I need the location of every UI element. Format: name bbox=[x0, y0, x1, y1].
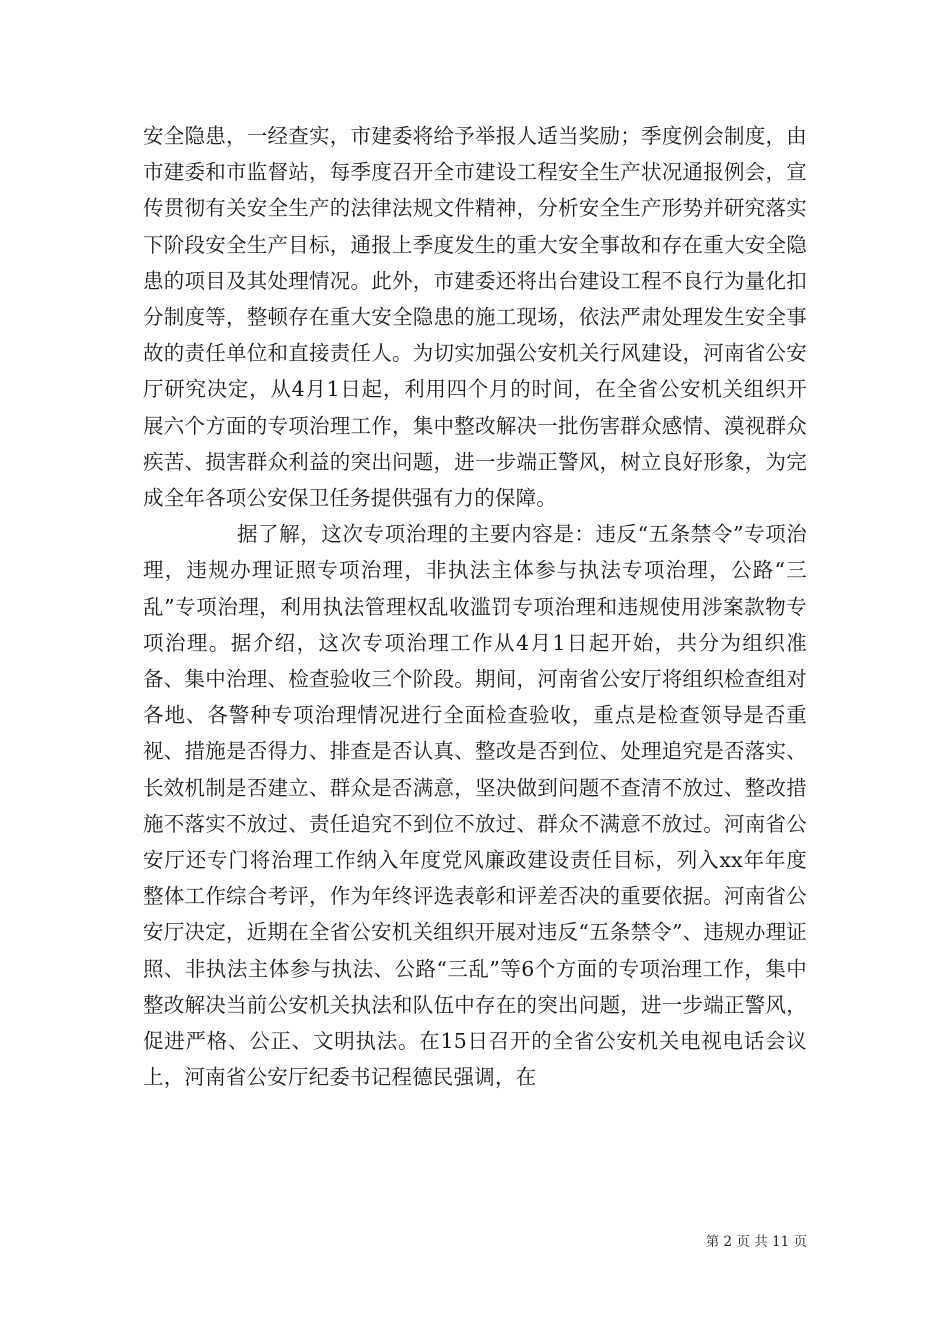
paragraph-1: 安全隐患，一经查实，市建委将给予举报人适当奖励；季度例会制度，由市建委和市监督站，每季度召开全市建设工程安全生产状况通报例会，宣传贯彻有关安全生产的法律法规文件精神，分析安全生产形势并研究落实下阶段安全生产目标，通报上季度发生的重大安全事故和存在重大安全隐患的项目及其处理情况。此外，市建委还将出台建设工程不良行为量化扣分制度等，整顿存在重大安全隐患的施工现场，依法严肃处理发生安全事故的责任单位和直接责任人。为切实加强公安机关行风建设，河南省公安厅研究决定，从4月1日起，利用四个月的时间，在全省公安机关组织开展六个方面的专项治理工作，集中整改解决一批伤害群众感情、漠视群众疾苦、损害群众利益的突出问题，进一步端正警风，树立良好形象，为完成全年各项公安保卫任务提供强有力的保障。 bbox=[143, 124, 807, 511]
document-body bbox=[143, 118, 807, 1095]
paragraph-2: 据了解，这次专项治理的主要内容是：违反“五条禁令”专项治理，违规办理证照专项治理，非执法主体参与执法专项治理，公路“三乱”专项治理，利用执法管理权乱收滥罚专项治理和违规使用涉案款物专项治理。据介绍，这次专项治理工作从4月1日起开始，共分为组织准备、集中治理、检查验收三个阶段。期间，河南省公安厅将组织检查组对各地、各警种专项治理情况进行全面检查验收，重点是检查领导是否重视、措施是否得力、排查是否认真、整改是否到位、处理追究是否落实、长效机制是否建立、群众是否满意，坚决做到问题不查清不放过、整改措施不落实不放过、责任追究不到位不放过、群众不满意不放过。河南省公安厅还专门将治理工作纳入年度党风廉政建设责任目标，列入xx年年度整体工作综合考评，作为年终评选表彰和评差否决的重要依据。河南省公安厅决定，近期在全省公安机关组织开展对违反“五条禁令”、违规办理证照、非执法主体参与执法、公路“三乱”等6个方面的专项治理工作，集中整改解决当前公安机关执法和队伍中存在的突出问题，进一步端正警风，促进严格、公正、文明执法。在15日召开的全省公安机关电视电话会议上，河南省公安厅纪委书记程德民强调，在 bbox=[143, 522, 807, 1090]
page-number: 第 2 页 共 11 页 bbox=[705, 1234, 807, 1250]
